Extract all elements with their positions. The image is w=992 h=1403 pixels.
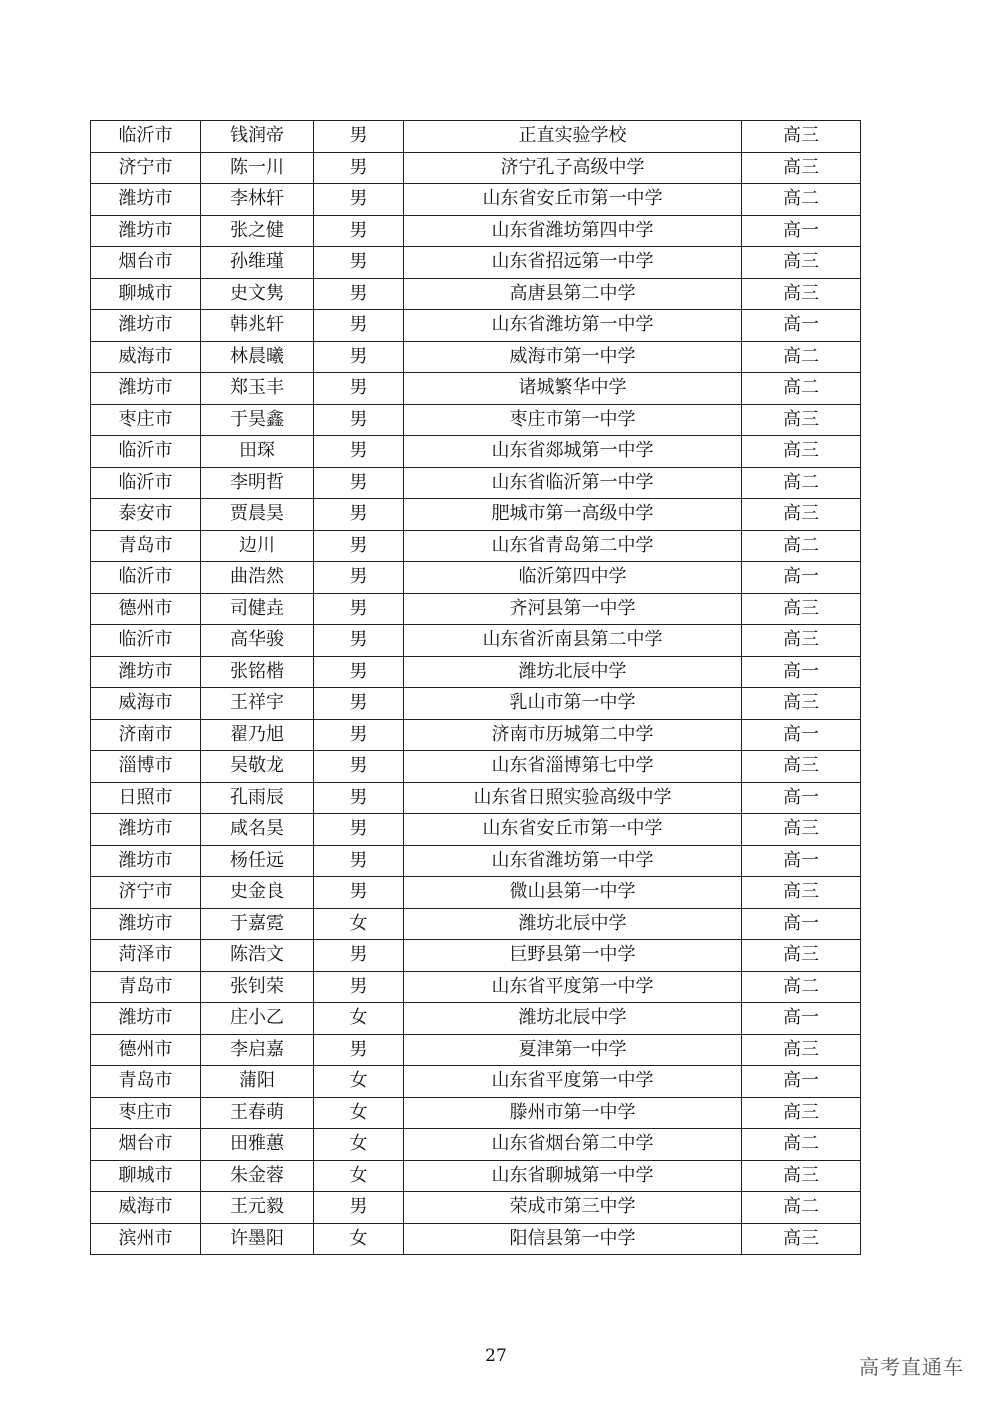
name-cell: 杨任远	[201, 845, 314, 877]
school-cell: 滕州市第一中学	[404, 1097, 742, 1129]
city-cell: 烟台市	[91, 247, 201, 279]
school-cell: 夏津第一中学	[404, 1034, 742, 1066]
page-number: 27	[485, 1346, 507, 1366]
table-row	[91, 184, 861, 216]
table-row	[91, 656, 861, 688]
grade-cell: 高三	[742, 877, 861, 909]
grade-cell: 高二	[742, 184, 861, 216]
gender-cell: 男	[314, 310, 404, 342]
name-cell: 韩兆轩	[201, 310, 314, 342]
school-cell: 山东省潍坊第一中学	[404, 845, 742, 877]
table-row	[91, 1129, 861, 1161]
gender-cell: 男	[314, 184, 404, 216]
table-row	[91, 1034, 861, 1066]
table-row	[91, 625, 861, 657]
name-cell: 王春萌	[201, 1097, 314, 1129]
school-cell: 山东省安丘市第一中学	[404, 184, 742, 216]
name-cell: 张铭楷	[201, 656, 314, 688]
gender-cell: 男	[314, 688, 404, 720]
city-cell: 临沂市	[91, 121, 201, 153]
school-cell: 山东省沂南县第二中学	[404, 625, 742, 657]
name-cell: 司健垚	[201, 593, 314, 625]
school-cell: 枣庄市第一中学	[404, 404, 742, 436]
gender-cell: 男	[314, 341, 404, 373]
city-cell: 枣庄市	[91, 1097, 201, 1129]
school-cell: 山东省潍坊第一中学	[404, 310, 742, 342]
name-cell: 吴敬龙	[201, 751, 314, 783]
name-cell: 庄小乙	[201, 1003, 314, 1035]
table-row	[91, 341, 861, 373]
gender-cell: 男	[314, 1192, 404, 1224]
school-cell: 潍坊北辰中学	[404, 656, 742, 688]
grade-cell: 高三	[742, 940, 861, 972]
school-cell: 山东省烟台第二中学	[404, 1129, 742, 1161]
city-cell: 淄博市	[91, 751, 201, 783]
city-cell: 威海市	[91, 1192, 201, 1224]
table-row	[91, 278, 861, 310]
school-cell: 正直实验学校	[404, 121, 742, 153]
table-row	[91, 436, 861, 468]
city-cell: 德州市	[91, 593, 201, 625]
grade-cell: 高二	[742, 373, 861, 405]
city-cell: 青岛市	[91, 971, 201, 1003]
city-cell: 滨州市	[91, 1223, 201, 1255]
school-cell: 济宁孔子高级中学	[404, 152, 742, 184]
gender-cell: 女	[314, 1003, 404, 1035]
roster-body	[91, 121, 861, 1255]
table-row	[91, 688, 861, 720]
name-cell: 钱润帝	[201, 121, 314, 153]
student-roster-table	[90, 120, 861, 1255]
school-cell: 巨野县第一中学	[404, 940, 742, 972]
gender-cell: 男	[314, 247, 404, 279]
table-row	[91, 499, 861, 531]
gender-cell: 男	[314, 121, 404, 153]
table-row	[91, 593, 861, 625]
gender-cell: 男	[314, 593, 404, 625]
gender-cell: 女	[314, 1066, 404, 1098]
gender-cell: 男	[314, 562, 404, 594]
gender-cell: 女	[314, 1129, 404, 1161]
gender-cell: 男	[314, 373, 404, 405]
name-cell: 翟乃旭	[201, 719, 314, 751]
city-cell: 菏泽市	[91, 940, 201, 972]
grade-cell: 高三	[742, 814, 861, 846]
gender-cell: 女	[314, 1160, 404, 1192]
name-cell: 咸名昊	[201, 814, 314, 846]
table-row	[91, 751, 861, 783]
city-cell: 潍坊市	[91, 814, 201, 846]
grade-cell: 高三	[742, 278, 861, 310]
name-cell: 陈浩文	[201, 940, 314, 972]
city-cell: 潍坊市	[91, 215, 201, 247]
table-row	[91, 310, 861, 342]
name-cell: 蒲阳	[201, 1066, 314, 1098]
name-cell: 林晨曦	[201, 341, 314, 373]
grade-cell: 高一	[742, 908, 861, 940]
name-cell: 高华骏	[201, 625, 314, 657]
watermark-logo: 高考直通车	[859, 1355, 964, 1379]
city-cell: 青岛市	[91, 1066, 201, 1098]
grade-cell: 高二	[742, 971, 861, 1003]
name-cell: 曲浩然	[201, 562, 314, 594]
school-cell: 山东省平度第一中学	[404, 1066, 742, 1098]
name-cell: 王元毅	[201, 1192, 314, 1224]
table-row	[91, 404, 861, 436]
school-cell: 潍坊北辰中学	[404, 1003, 742, 1035]
city-cell: 潍坊市	[91, 310, 201, 342]
gender-cell: 男	[314, 751, 404, 783]
city-cell: 潍坊市	[91, 845, 201, 877]
grade-cell: 高一	[742, 782, 861, 814]
name-cell: 贾晨昊	[201, 499, 314, 531]
table-row	[91, 908, 861, 940]
city-cell: 枣庄市	[91, 404, 201, 436]
table-row	[91, 719, 861, 751]
table-row	[91, 782, 861, 814]
name-cell: 王祥宇	[201, 688, 314, 720]
city-cell: 威海市	[91, 341, 201, 373]
name-cell: 孔雨辰	[201, 782, 314, 814]
city-cell: 聊城市	[91, 1160, 201, 1192]
gender-cell: 男	[314, 656, 404, 688]
table-row	[91, 877, 861, 909]
gender-cell: 男	[314, 467, 404, 499]
grade-cell: 高三	[742, 436, 861, 468]
school-cell: 肥城市第一高级中学	[404, 499, 742, 531]
grade-cell: 高二	[742, 467, 861, 499]
name-cell: 田雅蕙	[201, 1129, 314, 1161]
grade-cell: 高一	[742, 562, 861, 594]
school-cell: 乳山市第一中学	[404, 688, 742, 720]
city-cell: 临沂市	[91, 562, 201, 594]
table-row	[91, 215, 861, 247]
grade-cell: 高三	[742, 1097, 861, 1129]
table-row	[91, 121, 861, 153]
table-row	[91, 373, 861, 405]
city-cell: 潍坊市	[91, 908, 201, 940]
gender-cell: 男	[314, 877, 404, 909]
city-cell: 临沂市	[91, 436, 201, 468]
gender-cell: 女	[314, 908, 404, 940]
name-cell: 张之健	[201, 215, 314, 247]
school-cell: 山东省招远第一中学	[404, 247, 742, 279]
city-cell: 聊城市	[91, 278, 201, 310]
gender-cell: 男	[314, 719, 404, 751]
name-cell: 朱金蓉	[201, 1160, 314, 1192]
gender-cell: 男	[314, 530, 404, 562]
city-cell: 潍坊市	[91, 656, 201, 688]
table-row	[91, 971, 861, 1003]
city-cell: 济宁市	[91, 152, 201, 184]
name-cell: 李林轩	[201, 184, 314, 216]
table-row	[91, 530, 861, 562]
school-cell: 威海市第一中学	[404, 341, 742, 373]
gender-cell: 男	[314, 278, 404, 310]
gender-cell: 男	[314, 152, 404, 184]
table-row	[91, 845, 861, 877]
school-cell: 山东省安丘市第一中学	[404, 814, 742, 846]
grade-cell: 高三	[742, 1223, 861, 1255]
gender-cell: 男	[314, 814, 404, 846]
table-row	[91, 1097, 861, 1129]
gender-cell: 女	[314, 1223, 404, 1255]
city-cell: 潍坊市	[91, 373, 201, 405]
gender-cell: 男	[314, 404, 404, 436]
name-cell: 许墨阳	[201, 1223, 314, 1255]
school-cell: 临沂第四中学	[404, 562, 742, 594]
table-row	[91, 1192, 861, 1224]
grade-cell: 高三	[742, 404, 861, 436]
table-row	[91, 1160, 861, 1192]
gender-cell: 男	[314, 1034, 404, 1066]
table-row	[91, 1223, 861, 1255]
gender-cell: 男	[314, 845, 404, 877]
table-row	[91, 1003, 861, 1035]
school-cell: 阳信县第一中学	[404, 1223, 742, 1255]
gender-cell: 男	[314, 436, 404, 468]
grade-cell: 高一	[742, 215, 861, 247]
grade-cell: 高三	[742, 121, 861, 153]
name-cell: 李明哲	[201, 467, 314, 499]
school-cell: 微山县第一中学	[404, 877, 742, 909]
grade-cell: 高三	[742, 247, 861, 279]
grade-cell: 高二	[742, 1129, 861, 1161]
school-cell: 山东省聊城第一中学	[404, 1160, 742, 1192]
school-cell: 山东省郯城第一中学	[404, 436, 742, 468]
name-cell: 陈一川	[201, 152, 314, 184]
city-cell: 潍坊市	[91, 1003, 201, 1035]
school-cell: 诸城繁华中学	[404, 373, 742, 405]
city-cell: 潍坊市	[91, 184, 201, 216]
gender-cell: 男	[314, 499, 404, 531]
city-cell: 青岛市	[91, 530, 201, 562]
grade-cell: 高二	[742, 341, 861, 373]
grade-cell: 高一	[742, 310, 861, 342]
grade-cell: 高一	[742, 1066, 861, 1098]
city-cell: 德州市	[91, 1034, 201, 1066]
gender-cell: 男	[314, 782, 404, 814]
name-cell: 于昊鑫	[201, 404, 314, 436]
city-cell: 临沂市	[91, 467, 201, 499]
table-row	[91, 467, 861, 499]
school-cell: 山东省淄博第七中学	[404, 751, 742, 783]
name-cell: 郑玉丰	[201, 373, 314, 405]
name-cell: 田琛	[201, 436, 314, 468]
city-cell: 临沂市	[91, 625, 201, 657]
grade-cell: 高三	[742, 499, 861, 531]
grade-cell: 高三	[742, 751, 861, 783]
school-cell: 济南市历城第二中学	[404, 719, 742, 751]
name-cell: 史金良	[201, 877, 314, 909]
name-cell: 边川	[201, 530, 314, 562]
table-row	[91, 814, 861, 846]
gender-cell: 男	[314, 625, 404, 657]
school-cell: 山东省日照实验高级中学	[404, 782, 742, 814]
school-cell: 山东省青岛第二中学	[404, 530, 742, 562]
name-cell: 李启嘉	[201, 1034, 314, 1066]
grade-cell: 高三	[742, 1034, 861, 1066]
city-cell: 济南市	[91, 719, 201, 751]
school-cell: 齐河县第一中学	[404, 593, 742, 625]
table-row	[91, 940, 861, 972]
city-cell: 烟台市	[91, 1129, 201, 1161]
grade-cell: 高三	[742, 625, 861, 657]
gender-cell: 男	[314, 971, 404, 1003]
school-cell: 潍坊北辰中学	[404, 908, 742, 940]
name-cell: 孙维瑾	[201, 247, 314, 279]
city-cell: 济宁市	[91, 877, 201, 909]
city-cell: 泰安市	[91, 499, 201, 531]
school-cell: 山东省潍坊第四中学	[404, 215, 742, 247]
school-cell: 高唐县第二中学	[404, 278, 742, 310]
table-row	[91, 562, 861, 594]
gender-cell: 男	[314, 215, 404, 247]
city-cell: 日照市	[91, 782, 201, 814]
school-cell: 山东省平度第一中学	[404, 971, 742, 1003]
grade-cell: 高一	[742, 719, 861, 751]
grade-cell: 高二	[742, 1192, 861, 1224]
grade-cell: 高三	[742, 1160, 861, 1192]
grade-cell: 高二	[742, 530, 861, 562]
school-cell: 荣成市第三中学	[404, 1192, 742, 1224]
grade-cell: 高三	[742, 152, 861, 184]
city-cell: 威海市	[91, 688, 201, 720]
school-cell: 山东省临沂第一中学	[404, 467, 742, 499]
table-row	[91, 1066, 861, 1098]
grade-cell: 高一	[742, 845, 861, 877]
name-cell: 张钊荣	[201, 971, 314, 1003]
gender-cell: 女	[314, 1097, 404, 1129]
table-row	[91, 247, 861, 279]
gender-cell: 男	[314, 940, 404, 972]
name-cell: 于嘉霓	[201, 908, 314, 940]
grade-cell: 高三	[742, 593, 861, 625]
grade-cell: 高一	[742, 1003, 861, 1035]
name-cell: 史文隽	[201, 278, 314, 310]
grade-cell: 高三	[742, 688, 861, 720]
grade-cell: 高一	[742, 656, 861, 688]
table-row	[91, 152, 861, 184]
